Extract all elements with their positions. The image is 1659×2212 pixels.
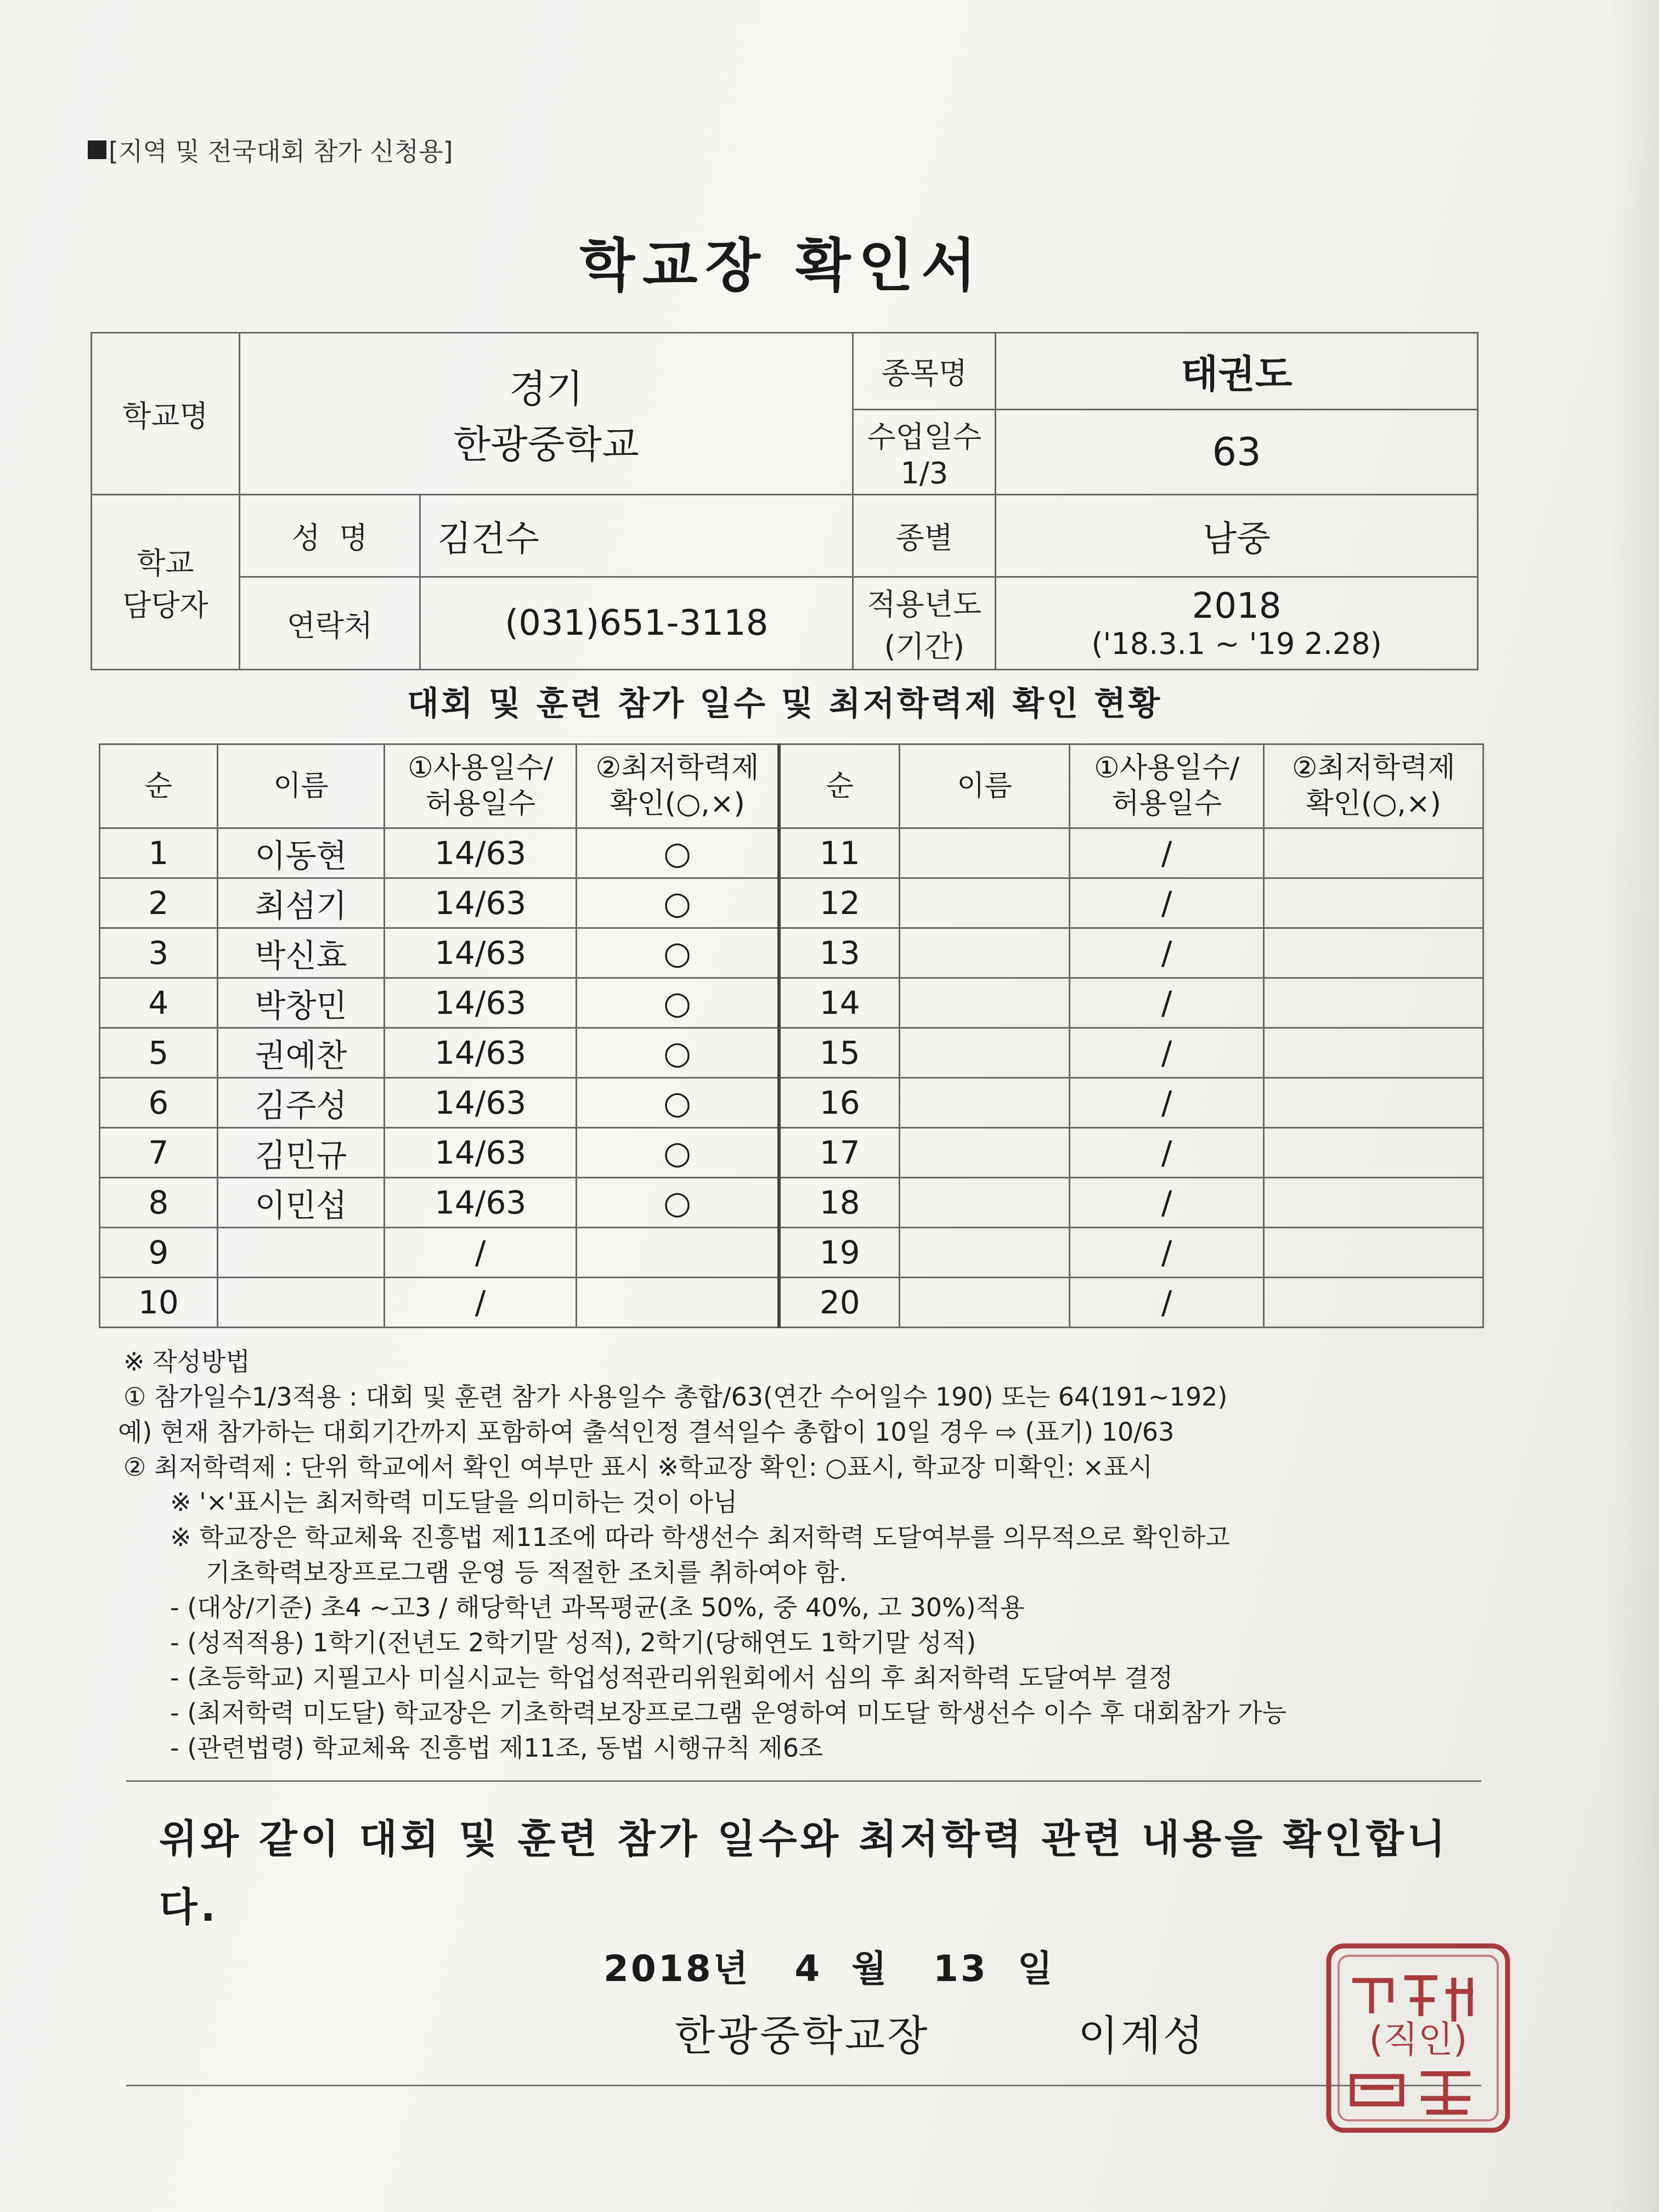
confirmation-line1: 위와 같이 대회 및 훈련 참가 일수와 최저학력 관련 내용을 확인합니 [159, 1816, 1449, 1862]
row-days: / [1069, 1028, 1263, 1078]
row-name: 권예찬 [217, 1028, 385, 1078]
row-no: 13 [779, 928, 900, 978]
row-days: 14/63 [385, 1128, 577, 1178]
row-check [1264, 1128, 1483, 1178]
row-days: / [1069, 1278, 1263, 1328]
header-note [88, 132, 453, 168]
row-no: 1 [100, 828, 218, 878]
row-days: 14/63 [385, 1178, 577, 1228]
table-row [100, 1128, 1483, 1178]
official-seal-icon [1322, 1939, 1514, 2137]
row-no: 10 [100, 1278, 218, 1328]
paper-shadow [1610, 0, 1659, 2212]
roster-table [99, 743, 1484, 1328]
row-no: 7 [100, 1128, 218, 1178]
header-check-line2: 확인(○,×) [1306, 787, 1441, 820]
staff-label-cell [92, 495, 240, 670]
row-days: / [385, 1228, 577, 1278]
table-row [100, 1178, 1483, 1228]
row-no: 8 [100, 1178, 218, 1228]
row-name [900, 1128, 1070, 1178]
row-check [1264, 1278, 1483, 1328]
row-name: 박신효 [217, 928, 385, 978]
row-check: ○ [577, 978, 780, 1028]
note-line: 기초학력보장프로그램 운영 등 적절한 조치를 취하여야 함. [206, 1558, 847, 1587]
header-days-line1: ①사용일수/ [408, 752, 554, 785]
contact-label: 연락처 [239, 577, 420, 670]
header-note-text: [지역 및 전국대회 참가 신청용] [109, 137, 453, 166]
row-no: 9 [100, 1228, 218, 1278]
row-check: ○ [577, 878, 780, 928]
year-period: ('18.3.1 ~ '19 2.28) [1091, 626, 1382, 661]
header-name-right: 이름 [900, 744, 1070, 828]
note-line: 예) 현재 참가하는 대회기간까지 포함하여 출석인정 결석일수 총합이 10일 경우 ⇨ (표기) 10/63 [118, 1417, 1175, 1447]
row-check: ○ [577, 1078, 780, 1128]
school-name-label: 학교명 [92, 333, 240, 495]
row-no: 20 [779, 1278, 900, 1328]
header-days-line2: 허용일수 [1111, 787, 1222, 820]
row-check [1264, 978, 1483, 1028]
seal-label: (직인) [1369, 2018, 1468, 2061]
row-name [900, 1178, 1070, 1228]
row-no: 14 [779, 978, 900, 1028]
confirmation-line2: 다. [159, 1884, 219, 1930]
year-sub: (기간) [884, 629, 965, 664]
row-name: 최섬기 [217, 878, 385, 928]
row-name [900, 878, 1070, 928]
row-check: ○ [577, 1178, 780, 1228]
row-name: 김민규 [217, 1128, 385, 1178]
table-row [100, 1028, 1483, 1078]
year-value: 2018 [1192, 585, 1282, 627]
row-name [900, 828, 1070, 878]
header-days-line1: ①사용일수/ [1094, 752, 1240, 785]
row-no: 5 [100, 1028, 218, 1078]
header-check-left [577, 744, 780, 828]
row-check [1264, 1078, 1483, 1128]
instructions [118, 1344, 1484, 1765]
note-line: - (최저학력 미도달) 학교장은 기초학력보장프로그램 운영하여 미도달 학생선수 이수 후 대회참가 가능 [170, 1698, 1287, 1728]
row-no: 18 [779, 1178, 900, 1228]
category-label: 종별 [853, 495, 996, 577]
school-name-cell [239, 333, 853, 495]
row-days: 14/63 [385, 878, 577, 928]
row-check: ○ [577, 928, 780, 978]
header-check-line1: ②최저학력제 [595, 752, 759, 785]
row-no: 6 [100, 1078, 218, 1128]
table-row [100, 1278, 1483, 1328]
row-days: / [1069, 1228, 1263, 1278]
confirmation-text [159, 1805, 1476, 1941]
note-line: - (관련법령) 학교체육 진흥법 제11조, 동법 시행규칙 제6조 [170, 1733, 823, 1763]
class-days-value: 63 [996, 410, 1478, 495]
staff-label-2: 담당자 [122, 588, 208, 623]
row-days: / [1069, 1128, 1263, 1178]
row-no: 12 [779, 878, 900, 928]
row-check [577, 1228, 780, 1278]
note-line: ※ 작성방법 [123, 1347, 250, 1376]
year-value-cell [996, 577, 1478, 670]
table-row [100, 1228, 1483, 1278]
header-check-right [1264, 744, 1483, 828]
row-name [217, 1278, 385, 1328]
header-name-left: 이름 [217, 744, 385, 828]
row-name [900, 1228, 1070, 1278]
row-name [900, 1078, 1070, 1128]
header-days-line2: 허용일수 [425, 787, 536, 820]
note-line: ※ '×'표시는 최저학력 미도달을 의미하는 것이 아님 [170, 1487, 738, 1517]
row-name: 이민섭 [217, 1178, 385, 1228]
note-line: - (초등학교) 지필고사 미실시교는 학업성적관리위원회에서 심의 후 최저학력 도달여부 결정 [170, 1663, 1173, 1692]
issue-date: 2018년 4 월 13 일 [603, 1948, 1055, 1990]
row-days: / [1069, 928, 1263, 978]
row-name: 김주성 [217, 1078, 385, 1128]
row-no: 3 [100, 928, 218, 978]
principal-title: 한광중학교장 [675, 2011, 930, 2060]
row-check [1264, 928, 1483, 978]
section-title: 대회 및 훈련 참가 일수 및 최저학력제 확인 현황 [407, 685, 1163, 723]
school-region: 경기 [509, 366, 584, 411]
row-days: 14/63 [385, 1028, 577, 1078]
sport-value: 태권도 [996, 333, 1478, 410]
category-value: 남중 [996, 495, 1478, 577]
row-check [1264, 828, 1483, 878]
header-days-left [385, 744, 577, 828]
row-name [900, 928, 1070, 978]
row-days: 14/63 [385, 978, 577, 1028]
sport-label: 종목명 [853, 333, 996, 410]
note-line: ② 최저학력제 : 단위 학교에서 확인 여부만 표시 ※학교장 확인: ○표시, 학교장 미확인: ×표시 [123, 1452, 1153, 1482]
table-row [100, 1078, 1483, 1128]
class-days-label-cell [853, 410, 996, 495]
row-check [577, 1278, 780, 1328]
row-days: 14/63 [385, 1078, 577, 1128]
principal-name: 이계성 [1078, 2011, 1206, 2060]
row-no: 15 [779, 1028, 900, 1078]
row-name [900, 1028, 1070, 1078]
note-line: - (대상/기준) 초4 ~고3 / 해당학년 과목평균(초 50%, 중 40%, 고 30%)적용 [170, 1593, 1025, 1622]
row-days: / [1069, 828, 1263, 878]
row-days: / [1069, 878, 1263, 928]
header-no-right: 순 [779, 744, 900, 828]
year-label: 적용년도 [867, 587, 982, 622]
row-no: 11 [779, 828, 900, 878]
note-line: - (성적적용) 1학기(전년도 2학기말 성적), 2학기(당해연도 1학기말 성적) [170, 1628, 977, 1657]
school-name: 한광중학교 [453, 422, 639, 467]
row-days: 14/63 [385, 828, 577, 878]
row-no: 2 [100, 878, 218, 928]
table-row [100, 878, 1483, 928]
document-title: 학교장 확인서 [579, 232, 984, 299]
staff-name-value: 김건수 [420, 495, 853, 577]
note-line: ※ 학교장은 학교체육 진흥법 제11조에 따라 학생선수 최저학력 도달여부를 의무적으로 확인하고 [170, 1522, 1230, 1552]
header-days-right [1069, 744, 1263, 828]
divider [126, 1780, 1481, 1782]
year-label-cell [853, 577, 996, 670]
class-days-sub: 1/3 [900, 456, 949, 490]
contact-value: (031)651-3118 [420, 577, 853, 670]
row-no: 4 [100, 978, 218, 1028]
row-name [217, 1228, 385, 1278]
row-check [1264, 1228, 1483, 1278]
row-check [1264, 878, 1483, 928]
table-row [100, 978, 1483, 1028]
row-check: ○ [577, 1028, 780, 1078]
staff-name-label: 성 명 [239, 495, 420, 577]
header-check-line2: 확인(○,×) [610, 787, 745, 820]
table-row [100, 928, 1483, 978]
header-check-line1: ②최저학력제 [1291, 752, 1455, 785]
row-name: 박창민 [217, 978, 385, 1028]
row-days: 14/63 [385, 928, 577, 978]
row-no: 19 [779, 1228, 900, 1278]
header-no-left: 순 [100, 744, 218, 828]
row-days: / [1069, 1178, 1263, 1228]
school-info-table [91, 332, 1479, 670]
row-days: / [1069, 1078, 1263, 1128]
row-no: 17 [779, 1128, 900, 1178]
row-name: 이동현 [217, 828, 385, 878]
class-days-label: 수업일수 [867, 420, 982, 454]
staff-label-1: 학교 [137, 546, 194, 580]
table-row [100, 828, 1483, 878]
row-no: 16 [779, 1078, 900, 1128]
note-line: ① 참가일수1/3적용 : 대회 및 훈련 참가 사용일수 총합/63(연간 수어일수 190) 또는 64(191~192) [123, 1382, 1228, 1412]
row-days: / [385, 1278, 577, 1328]
row-check: ○ [577, 1128, 780, 1178]
square-bullet-icon [88, 140, 106, 159]
row-check [1264, 1028, 1483, 1078]
row-check: ○ [577, 828, 780, 878]
row-name [900, 1278, 1070, 1328]
row-check [1264, 1178, 1483, 1228]
row-name [900, 978, 1070, 1028]
row-days: / [1069, 978, 1263, 1028]
divider [126, 2085, 1481, 2086]
